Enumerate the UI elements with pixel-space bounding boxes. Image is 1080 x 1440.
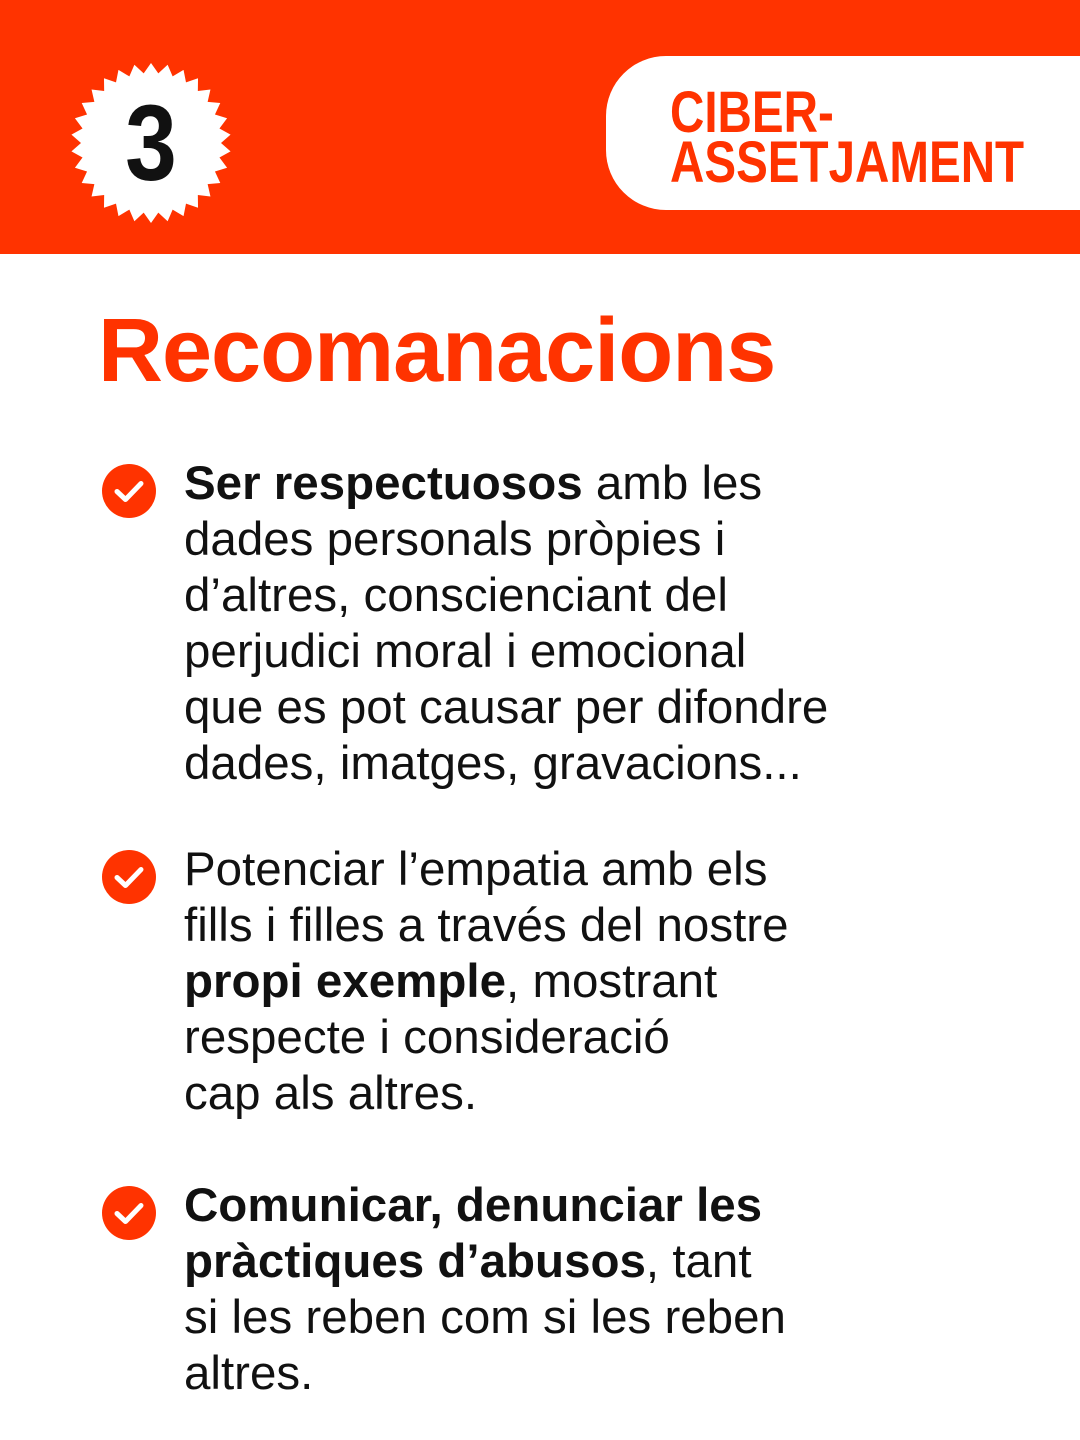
page-title: Recomanacions: [98, 301, 776, 401]
text-line: pràctiques d’abusos, tant: [184, 1235, 752, 1288]
text-line: respecte i consideració: [184, 1011, 670, 1064]
check-circle-icon: [100, 462, 158, 520]
number-badge: [70, 62, 232, 224]
text-line: Comunicar, denunciar les: [184, 1179, 763, 1232]
text-line: perjudici moral i emocional: [184, 625, 747, 678]
text-line: dades personals pròpies i: [184, 513, 726, 566]
topic-label-line2: ASSETJAMENT: [670, 130, 1025, 195]
check-circle-icon: [100, 1184, 158, 1242]
text-line: Potenciar l’empatia amb els: [184, 843, 768, 896]
recommendation-text: [184, 456, 1044, 792]
text-line: propi exemple, mostrant: [184, 955, 718, 1008]
text-line: d’altres, conscienciant del: [184, 569, 728, 622]
text-line: Ser respectuosos amb les: [184, 457, 763, 510]
text-line: altres.: [184, 1347, 314, 1400]
check-circle-icon: [100, 848, 158, 906]
topic-label-line1: CIBER-: [670, 80, 834, 145]
text-line: que es pot causar per difondre: [184, 681, 829, 734]
recommendation-text: [184, 1178, 1044, 1402]
recommendation-text: [184, 842, 1044, 1122]
badge-number: 3: [125, 82, 177, 203]
text-line: si les reben com si les reben: [184, 1291, 786, 1344]
text-line: cap als altres.: [184, 1067, 478, 1120]
text-line: dades, imatges, gravacions...: [184, 737, 802, 790]
header-banner: [0, 0, 1080, 254]
text-line: fills i filles a través del nostre: [184, 899, 789, 952]
